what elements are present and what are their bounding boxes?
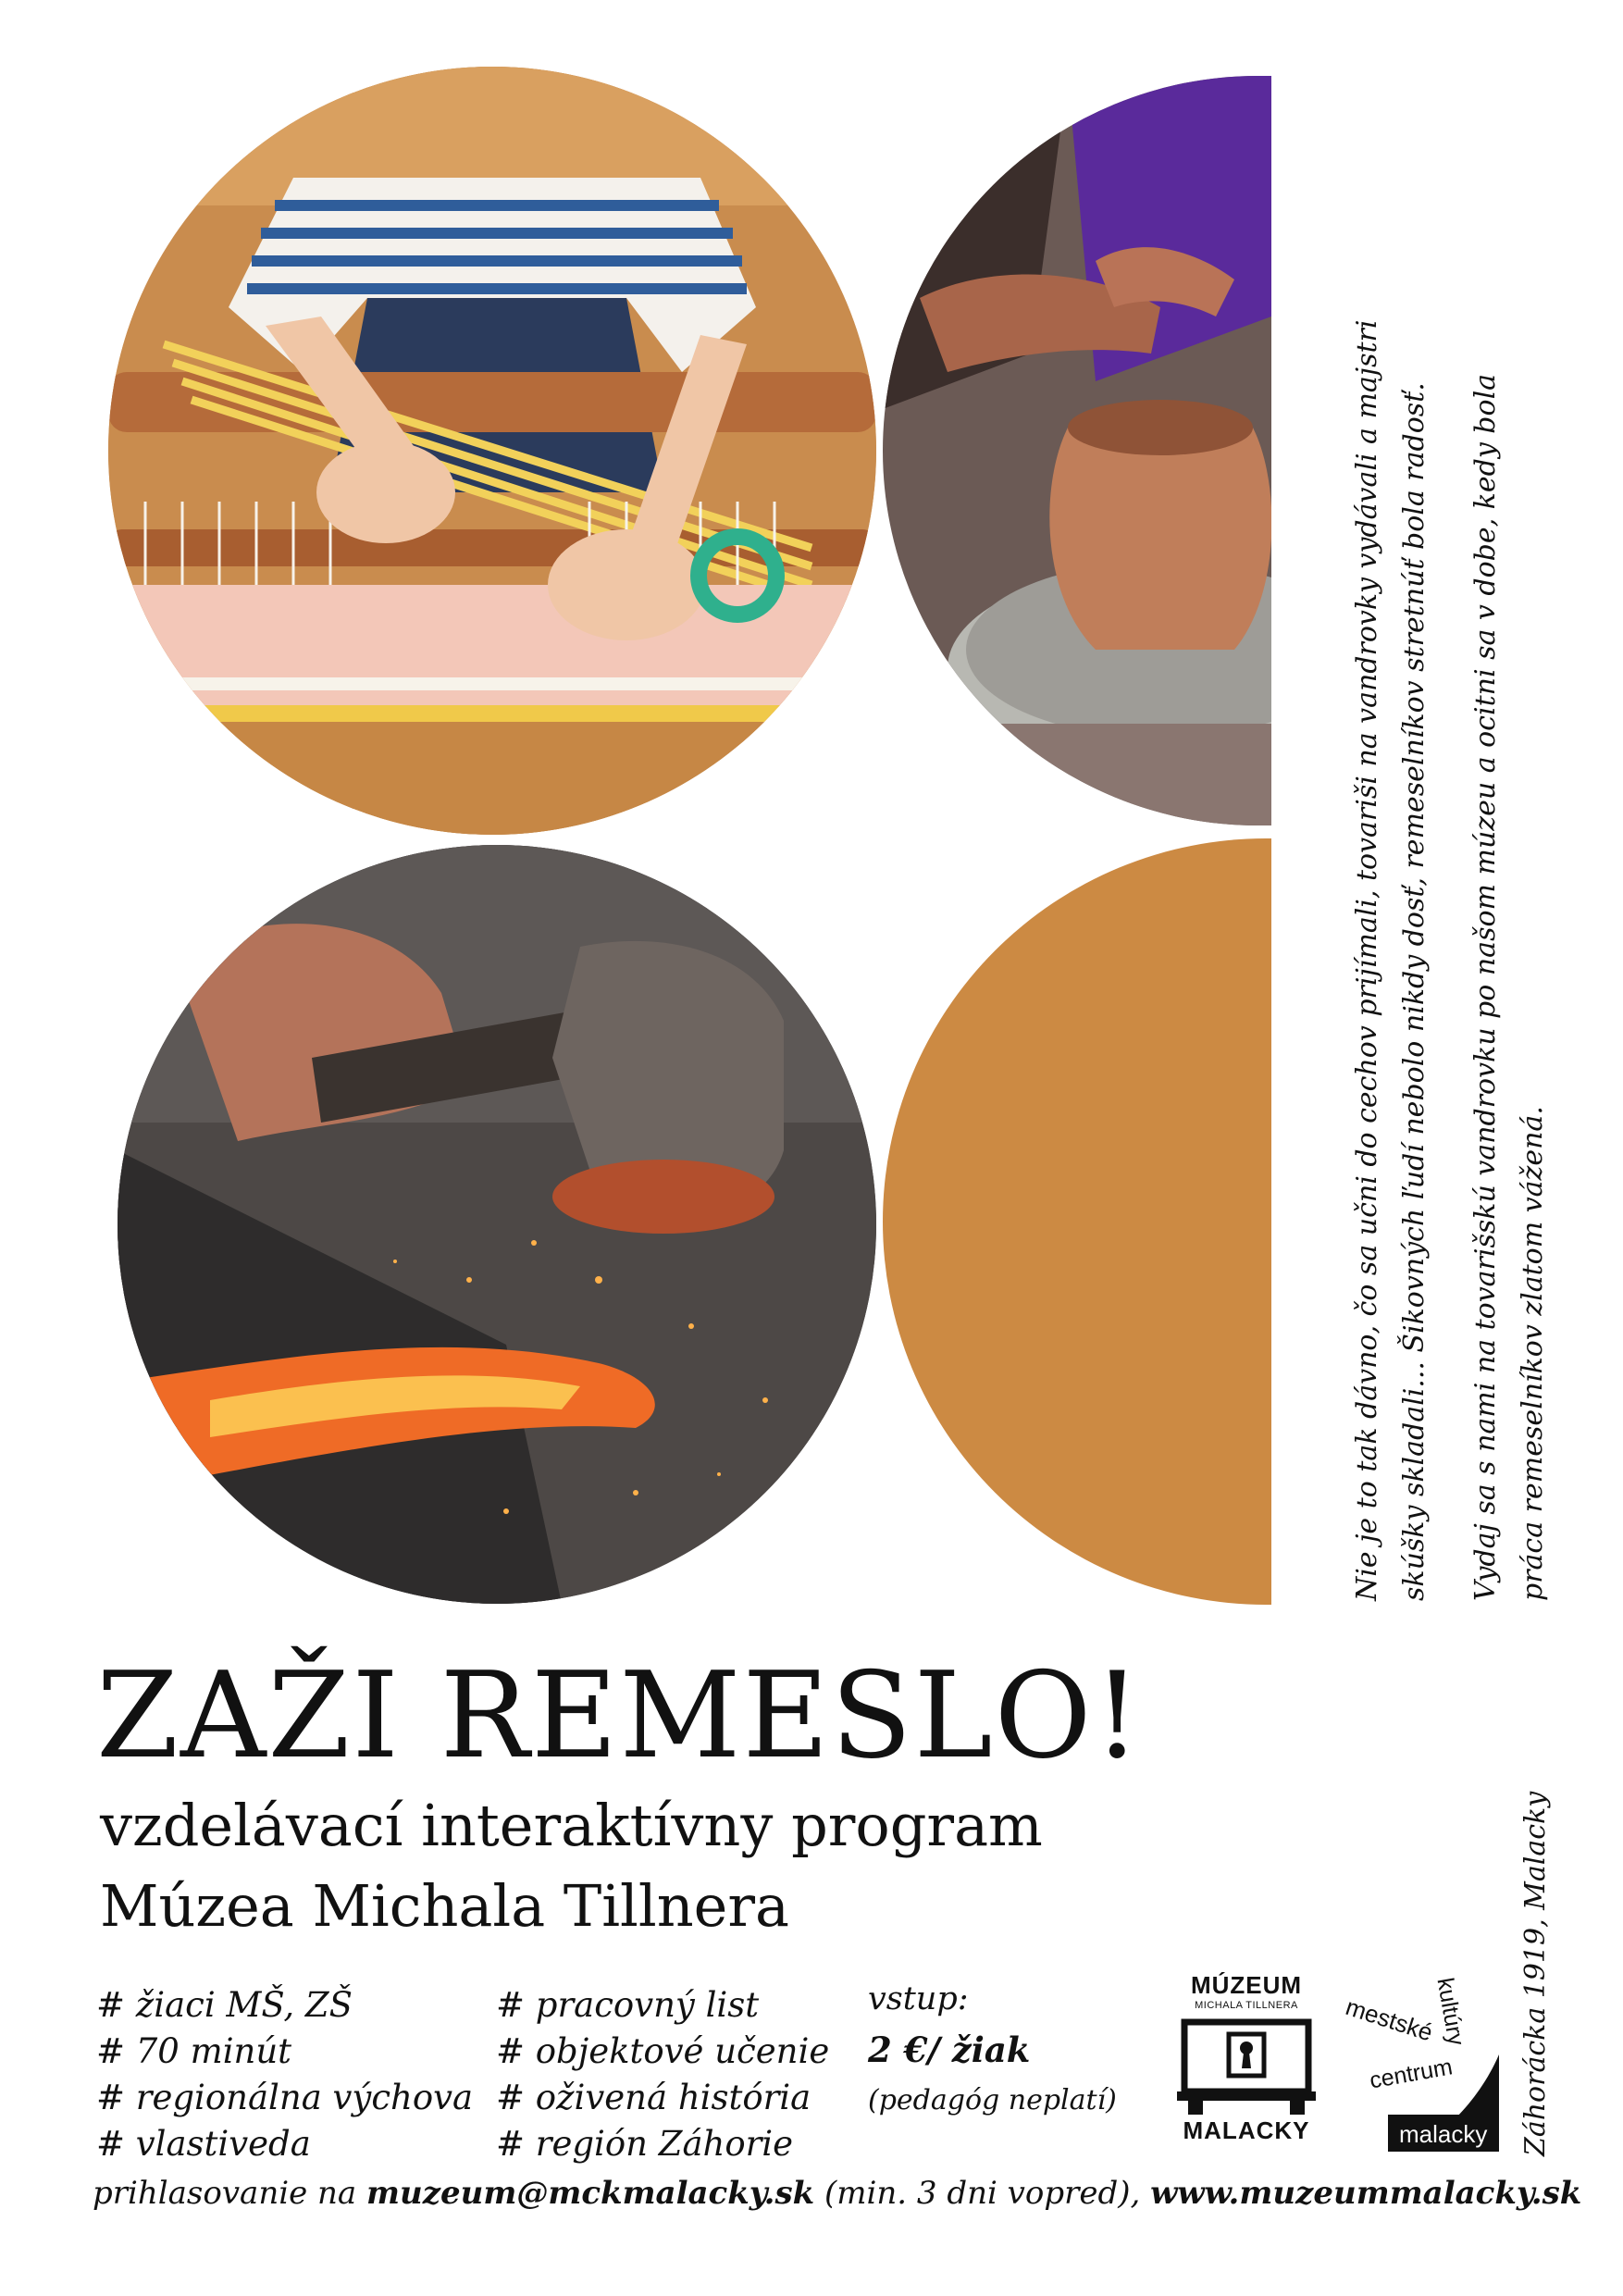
footer-website[interactable]: www.muzeummalacky.sk: [1150, 2175, 1582, 2212]
tag-object-learning: # objektové učenie: [496, 2031, 830, 2071]
tag-living-history: # oživená história: [496, 2078, 812, 2117]
mck-logo-word-3: kultúry: [1431, 1976, 1469, 2048]
tag-region: # región Záhorie: [496, 2124, 794, 2164]
intro-paragraph-2: [1462, 148, 1556, 1601]
intro-paragraph-1-line-2: skúšky skladali... Šikovných ľudí nebolo nikdy dosť, remeselníkov stretnúť bola radosť.: [1398, 382, 1431, 1601]
pottery-photo: [883, 76, 1271, 825]
museum-logo-sub: MICHALA TILLNERA: [1195, 2000, 1298, 2011]
tag-regional-education: # regionálna výchova: [96, 2078, 474, 2117]
blacksmith-photo: [118, 845, 876, 1604]
address: Záhorácka 1919, Malacky: [1519, 1791, 1552, 2156]
footer-signup: [93, 2175, 1581, 2212]
subtitle-line-2: Múzea Michala Tillnera: [100, 1872, 789, 1940]
chest-icon: [1177, 2017, 1316, 2115]
subtitle-line-1: vzdelávací interaktívny program: [100, 1792, 1043, 1859]
intro-paragraph-1-line-1: Nie je to tak dávno, čo sa učni do cechov prijímali, tovariši na vandrovky vydávali a majstri: [1351, 319, 1383, 1601]
admission-label: vstup:: [868, 1980, 969, 2017]
blacksmith-forging-illustration: [118, 845, 876, 1604]
mck-logo-word-1: mestské: [1342, 1992, 1437, 2047]
mck-logo-word-2: centrum: [1368, 2054, 1455, 2094]
footer-email[interactable]: muzeum@mckmalacky.sk: [366, 2175, 815, 2212]
tag-duration: # 70 minút: [96, 2031, 292, 2071]
tag-target-group: # žiaci MŠ, ZŠ: [96, 1985, 353, 2025]
accent-half-circle: [883, 838, 1271, 1605]
pottery-wheel-illustration: [883, 76, 1271, 825]
museum-logo-top: MÚZEUM: [1190, 1971, 1303, 1999]
admission-note: (pedagóg neplatí): [868, 2084, 1117, 2116]
mck-logo-place: malacky: [1399, 2120, 1488, 2148]
admission-price: 2 €/ žiak: [868, 2029, 1031, 2070]
intro-paragraph-2-line-2: práca remeselníkov zlatom vážená.: [1517, 1106, 1549, 1601]
page-title: ZAŽI REMESLO!: [96, 1647, 1143, 1785]
footer-prefix: prihlasovanie na: [93, 2175, 367, 2212]
intro-paragraph-1: [1344, 100, 1438, 1601]
tag-homeland-study: # vlastiveda: [96, 2124, 311, 2164]
museum-logo: [1168, 1971, 1325, 2147]
tag-worksheet: # pracovný list: [496, 1985, 760, 2025]
footer-middle: (min. 3 dni vopred),: [814, 2175, 1151, 2212]
weaving-photo: [108, 67, 876, 835]
mck-logo: [1342, 1967, 1499, 2152]
museum-logo-bottom: MALACKY: [1183, 2116, 1310, 2144]
intro-paragraph-2-line-1: Vydaj sa s nami na tovarišskú vandrovku po našom múzeu a ocitni sa v dobe, kedy bola: [1469, 373, 1502, 1601]
weaving-loom-illustration: [108, 67, 876, 835]
